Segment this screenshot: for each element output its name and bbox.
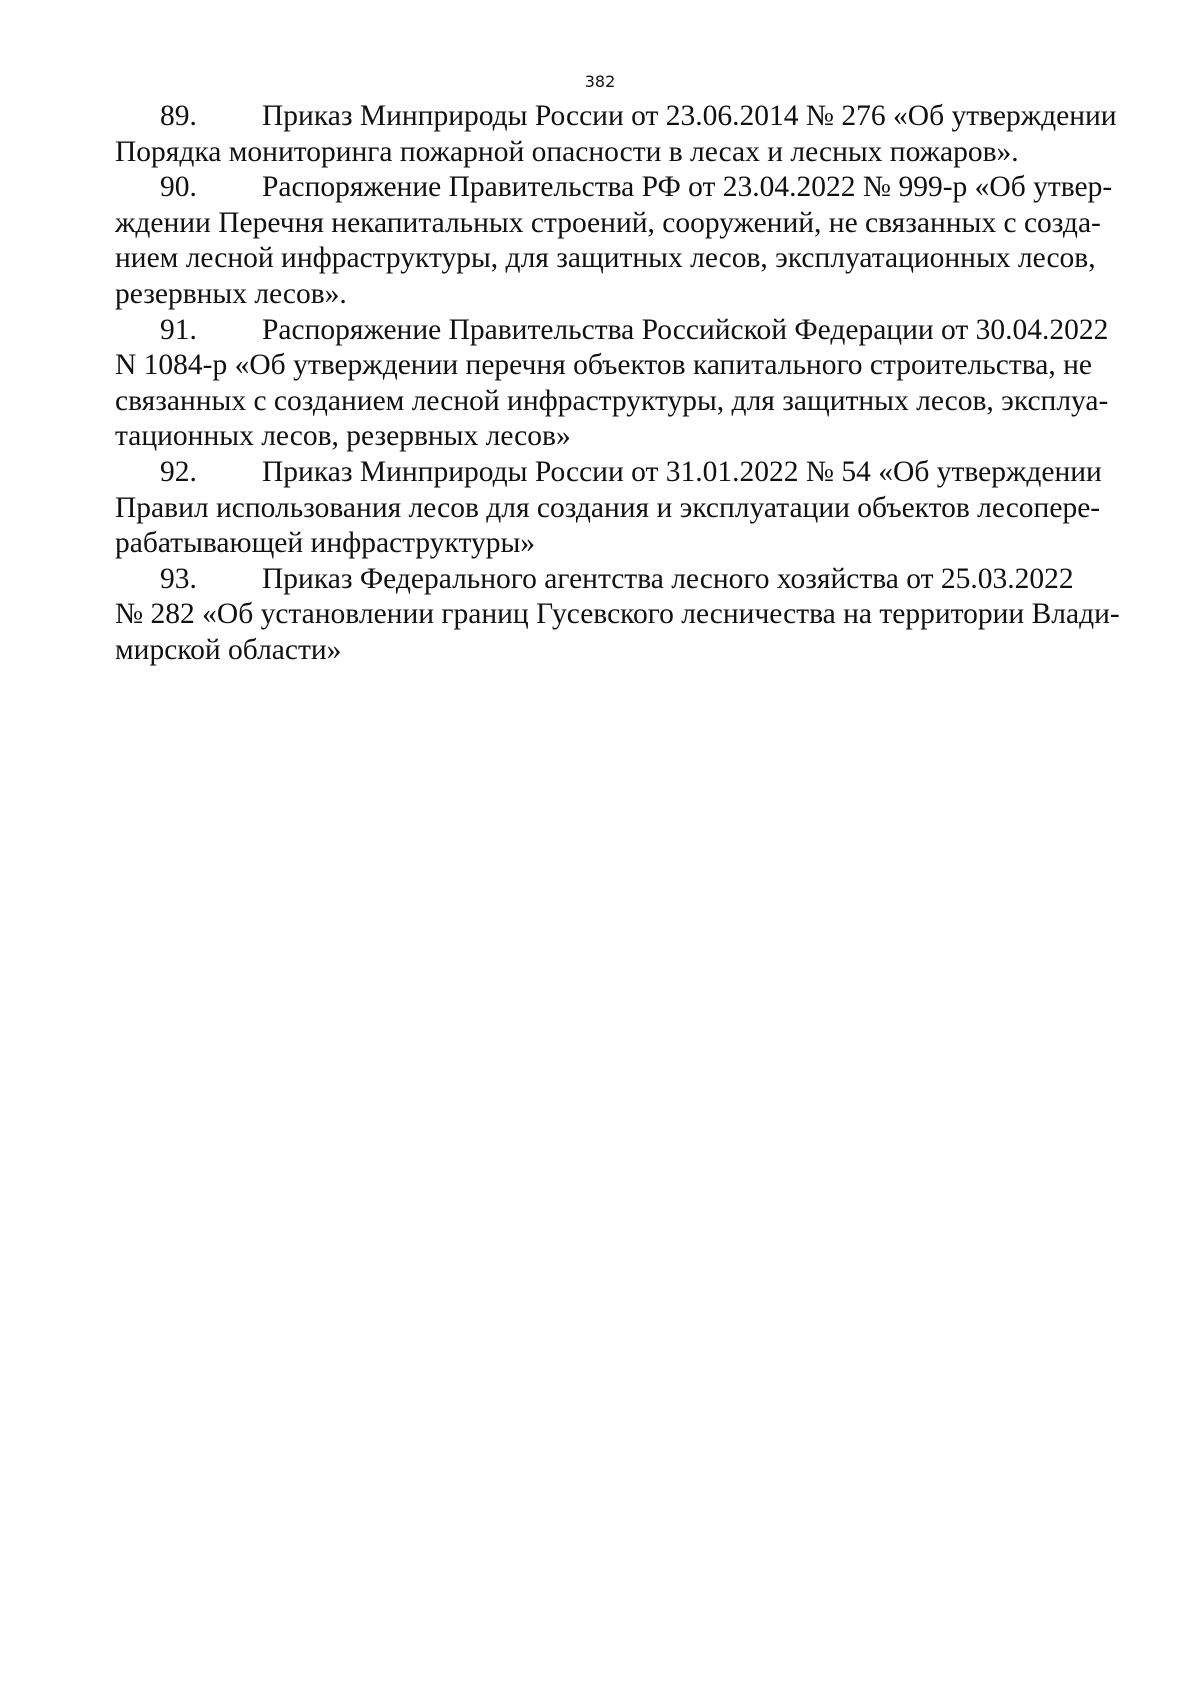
entry-line: [115, 455, 1102, 491]
reference-entry-91: [115, 313, 1109, 455]
entry-line: тационных лесов, резервных лесов»: [115, 420, 571, 453]
entry-line: N 1084-р «Об утверждении перечня объектов капитального строительства, не: [115, 349, 1092, 382]
entry-line: Правил использования лесов для создания и эксплуатации объектов лесопере-: [115, 491, 1101, 524]
reference-entry-90: [115, 170, 1113, 312]
entry-number: 91.: [160, 313, 197, 346]
entry-line: № 282 «Об установлении границ Гусевского лесничества на территории Влади-: [115, 598, 1120, 631]
entry-line: ждении Перечня некапитальных строений, сооружений, не связанных с созда-: [115, 206, 1101, 239]
entry-line: Порядка мониторинга пожарной опасности в лесах и лесных пожаров».: [115, 135, 1019, 168]
entry-line: резервных лесов».: [115, 277, 347, 310]
entry-line: мирской области»: [115, 633, 342, 666]
entry-text: Распоряжение Правительства РФ от 23.04.2022 № 999-р «Об утвер-: [262, 171, 1113, 204]
entry-number: 92.: [160, 455, 197, 488]
entry-text: Приказ Федерального агентства лесного хозяйства от 25.03.2022: [262, 562, 1074, 595]
entry-text: Приказ Минприроды России от 31.01.2022 № 54 «Об утверждении: [262, 455, 1102, 488]
entry-text: Приказ Минприроды России от 23.06.2014 № 276 «Об утверждении: [262, 100, 1117, 132]
entry-line: [115, 170, 1113, 206]
reference-list: [115, 99, 1120, 669]
page-number: 382: [584, 72, 616, 91]
entry-number: 90.: [160, 171, 197, 204]
entry-line: связанных с созданием лесной инфраструктуры, для защитных лесов, эксплуа-: [115, 384, 1109, 417]
entry-line: [115, 313, 1109, 349]
reference-entry-93: [115, 562, 1120, 669]
entry-line: [115, 99, 1117, 135]
reference-entry-89: [115, 99, 1117, 170]
entry-text: Распоряжение Правительства Российской Федерации от 30.04.2022: [262, 313, 1109, 346]
entry-number: 89.: [160, 100, 197, 132]
entry-line: рабатывающей инфраструктуры»: [115, 527, 536, 560]
entry-number: 93.: [160, 562, 197, 595]
entry-line: нием лесной инфраструктуры, для защитных лесов, эксплуатационных лесов,: [115, 242, 1096, 275]
entry-line: [115, 562, 1091, 598]
reference-entry-92: [115, 455, 1102, 562]
